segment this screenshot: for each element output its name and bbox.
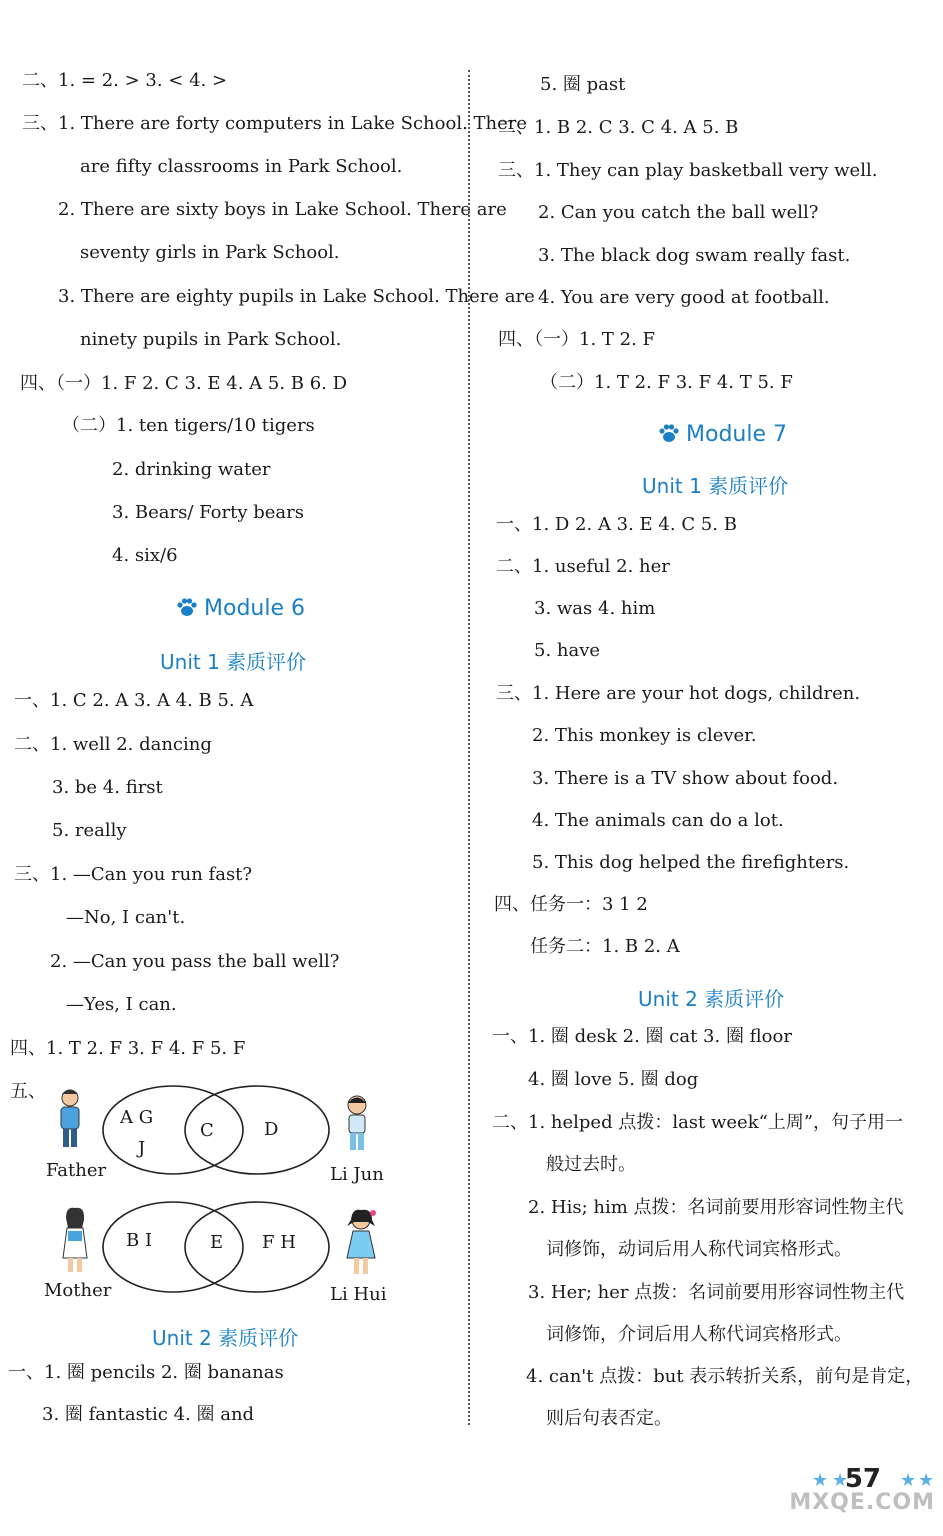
answer-line: 四、（一）1. F 2. C 3. E 4. A 5. B 6. D — [20, 373, 348, 394]
column-divider — [468, 70, 470, 1425]
star-icon: ★ — [812, 1470, 829, 1491]
answer-line: 四、任务一：3 1 2 — [494, 894, 648, 915]
father-label: Father — [46, 1160, 107, 1181]
answer-line: 3. Her; her 点拨：名词前要用形容词性物主代 — [528, 1282, 905, 1303]
venn-right-only: D — [264, 1119, 279, 1140]
answer-line: 2. There are sixty boys in Lake School. There are — [58, 199, 507, 220]
answer-line: 三、1. —Can you run fast? — [14, 864, 253, 885]
watermark: MXQE.COM — [789, 1490, 935, 1515]
answer-line: 2. His; him 点拨：名词前要用形容词性物主代 — [528, 1197, 904, 1218]
answer-line: 般过去时。 — [546, 1154, 636, 1175]
answer-line: 一、1. 圈 desk 2. 圈 cat 3. 圈 floor — [492, 1026, 792, 1047]
answer-line: 二、1. well 2. dancing — [14, 734, 212, 755]
module6-title: Module 6 — [204, 596, 305, 621]
venn-left-only: A G — [120, 1107, 154, 1128]
answer-line: 三、1. They can play basketball very well. — [498, 160, 878, 181]
answer-line: 5. This dog helped the firefighters. — [532, 852, 850, 873]
module7-unit1-heading: Unit 1 素质评价 — [642, 474, 789, 498]
answer-line: （二）1. ten tigers/10 tigers — [62, 415, 315, 436]
mother-figure-icon — [58, 1206, 92, 1276]
module7-unit2-heading: Unit 2 素质评价 — [638, 987, 785, 1011]
answer-line: 4. six/6 — [112, 545, 178, 566]
answer-line: seventy girls in Park School. — [80, 242, 340, 263]
answer-line: 4. You are very good at football. — [538, 287, 830, 308]
answer-line: 3. Bears/ Forty bears — [112, 502, 304, 523]
answer-line: 词修饰，介词后用人称代词宾格形式。 — [546, 1324, 852, 1345]
answer-line: 3. be 4. first — [52, 777, 163, 798]
answer-line: ninety pupils in Park School. — [80, 329, 342, 350]
answer-line: 二、1. helped 点拨：last week“上周”，句子用一 — [492, 1112, 904, 1133]
father-figure-icon — [52, 1088, 88, 1152]
answer-line: 2. —Can you pass the ball well? — [50, 951, 340, 972]
module7-heading — [658, 422, 787, 447]
answer-line: 5. have — [534, 640, 601, 661]
answer-line: 则后句表否定。 — [546, 1408, 672, 1429]
module6-heading — [176, 596, 305, 621]
li-jun-label: Li Jun — [330, 1164, 384, 1185]
answer-line: 5. 圈 past — [540, 74, 626, 95]
answer-line: 二、1. B 2. C 3. C 4. A 5. B — [498, 117, 739, 138]
venn-left-only-2: J — [138, 1138, 146, 1159]
star-icon: ★ — [918, 1470, 935, 1491]
venn-both: E — [210, 1232, 224, 1253]
answer-line: are fifty classrooms in Park School. — [80, 156, 403, 177]
answer-line: 四、（一）1. T 2. F — [498, 329, 656, 350]
venn-left-only: B I — [126, 1230, 153, 1251]
answer-line: 3. was 4. him — [534, 598, 656, 619]
answer-line: 3. 圈 fantastic 4. 圈 and — [42, 1404, 255, 1425]
answer-line: 5. really — [52, 820, 127, 841]
mother-label: Mother — [44, 1280, 112, 1301]
answer-line: 一、1. C 2. A 3. A 4. B 5. A — [14, 690, 254, 711]
answer-line: 4. The animals can do a lot. — [532, 810, 784, 831]
answer-line: —Yes, I can. — [66, 994, 177, 1015]
venn-both: C — [200, 1120, 214, 1141]
answer-line: 一、1. 圈 pencils 2. 圈 bananas — [8, 1362, 284, 1383]
answer-line: 3. There are eighty pupils in Lake School. There are — [58, 286, 535, 307]
answer-line: 4. can't 点拨：but 表示转折关系，前句是肯定， — [526, 1366, 924, 1387]
module7-title: Module 7 — [686, 422, 787, 447]
answer-line: 3. There is a TV show about food. — [532, 768, 839, 789]
answer-line: 任务二：1. B 2. A — [530, 936, 680, 957]
page-number: 57 — [844, 1464, 881, 1494]
answer-line: 4. 圈 love 5. 圈 dog — [528, 1069, 699, 1090]
venn-circles — [100, 1082, 336, 1178]
answer-line: 二、1. = 2. > 3. < 4. > — [22, 70, 228, 91]
module6-unit2-heading: Unit 2 素质评价 — [152, 1326, 299, 1350]
venn-right-only: F H — [262, 1232, 296, 1253]
answer-line: 3. The black dog swam really fast. — [538, 245, 851, 266]
answer-line: 二、1. useful 2. her — [496, 556, 670, 577]
answer-line: 2. This monkey is clever. — [532, 725, 757, 746]
paw-icon — [176, 597, 198, 617]
answer-line: 三、1. Here are your hot dogs, children. — [496, 683, 861, 704]
li-jun-figure-icon — [340, 1094, 374, 1156]
paw-icon — [658, 423, 680, 443]
answer-line: 2. Can you catch the ball well? — [538, 202, 819, 223]
li-hui-label: Li Hui — [330, 1284, 387, 1305]
module6-unit1-heading: Unit 1 素质评价 — [160, 650, 307, 674]
answer-line: 一、1. D 2. A 3. E 4. C 5. B — [496, 514, 737, 535]
answer-line: 2. drinking water — [112, 459, 271, 480]
answer-line: 四、1. T 2. F 3. F 4. F 5. F — [10, 1038, 246, 1059]
answer-line: 词修饰，动词后用人称代词宾格形式。 — [546, 1239, 852, 1260]
answer-line: 五、 — [10, 1081, 46, 1102]
star-icon: ★ — [900, 1470, 917, 1491]
li-hui-figure-icon — [342, 1208, 380, 1280]
answer-line: 三、1. There are forty computers in Lake School. There — [22, 113, 528, 134]
answer-line: （二）1. T 2. F 3. F 4. T 5. F — [540, 372, 793, 393]
star-icon: ★ — [832, 1470, 849, 1491]
answer-line: —No, I can't. — [66, 907, 186, 928]
